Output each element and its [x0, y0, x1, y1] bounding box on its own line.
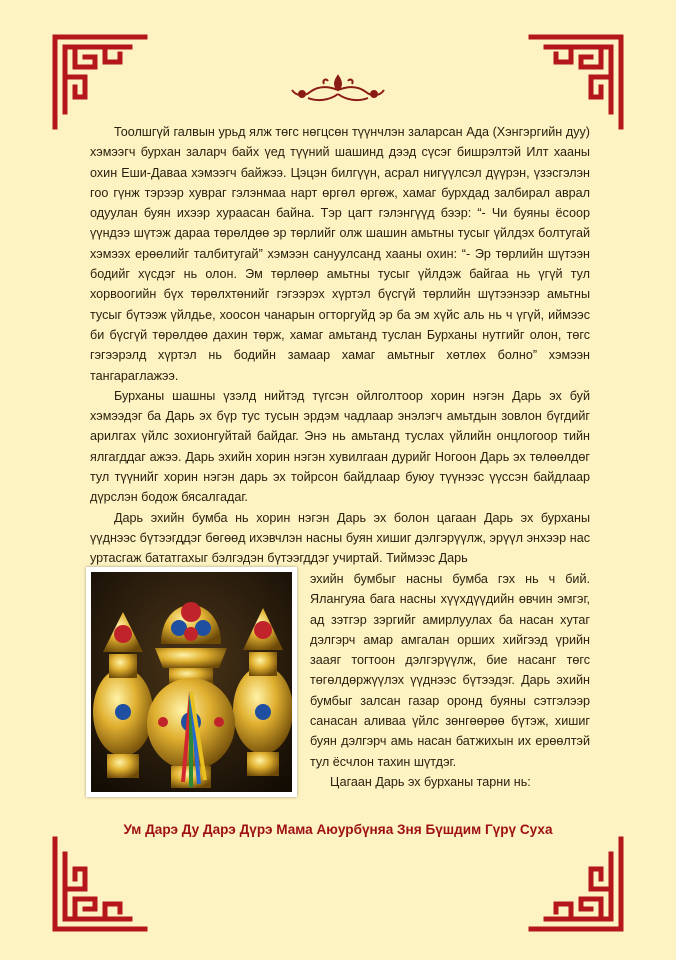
- golden-vase-icon: [91, 572, 292, 792]
- vase-photo-frame: [86, 567, 297, 797]
- corner-ornament-bottom-left: [50, 834, 150, 934]
- body-text-wrap: [310, 569, 590, 792]
- corner-ornament-top-right: [526, 32, 626, 132]
- corner-ornament-bottom-right: [526, 834, 626, 934]
- paragraph-3-intro: Дарь эхийн бумба нь хорин нэгэн Дарь эх болон цагаан Дарь эх бурханы үүднээс бүтээгддэг бөгөөд ихэвчлэн насны буян хишиг дэлгэрүүлж, эрүүл энхээр нас уртасгаж бататгахыг бэлгэдэн бүтээгддэг учиртай. Тиймээс Дарь: [90, 510, 590, 566]
- paragraph-1: Тоолшгүй галвын урьд ялж төгс нөгцсөн түүнчлэн заларсан Ада (Хэнгэргийн дуу) хэмээгч бурхан заларч байх үед түүний шашинд дээд сүсэг бишрэлтэй Илт хааны охин Еши-Даваа хэмээгч байжээ. Цэцэн билгүүн, асрал нигүүлсэл дүүрэн, үзэсгэлэн гоо гүнж тэрээр хувраг гэлэнмаа нарт өргөл өргөж, хамаг бурхдад залбирал аврал одуулан буян ихээр хураасан байна. Тэр цагт гэлэнгүүд бээр: “- Чи буяны ёсоор үүндээ шүтэж дараа төрөлдөө эр төрлийг олж шашин амьтны тусыг үйлдэх болтугай хэмээх ерөөлийг талбитугай” хэмээн сануулсанд хааны охин: “- Эр төрлийн шүтээн бодийг хүсдэг нь олон. Эм төрлөөр амьтны тусыг үйлдэж байгаа нь үгүй тул хорвоогийн бүх төрөлхтөнийг гэгээрэх хүртэл бүсгүй төрлийн шүтээнээр амьтны тусыг бүтээж үйлдье, хоосон чанарын огторгуйд эр ба эм хүйс аль нь ч үгүй, иймээс би бүсгүй төрөлдөө дахин төрж, хамаг амьтанд туслан Бурханы нутгийг олон, төгс гэгээрэлд хүртэл нь бодийн замаар хамаг амьтныг хөтлөх болно” хэмээн тангараглажээ.: [90, 125, 590, 383]
- golden-vase-photo: [91, 572, 292, 792]
- paragraph-3-wrap: эхийн бумбыг насны бумба гэх нь ч бий. Ялангуяа бага насны хүүхдүүдийн өвчин эмгэг, ад зэтгэр зэргийг амирлуулах ба насан хутаг дэлгэрч амар амгалан орших хийгээд үрийн зааяг тогтоон дэлгэрүүлж, бие насанг төгс төгөлдөржүүлэх үүднээс бүтээдэг. Дарь эхийн бумбыг залсан газар оронд буяны сэтгэлээр санасан аливаа үйлс зөнгөөрөө бүтэж, хишиг буян дэлгэрч амь насан батжихын их ерөөлтэй тул ёсчлон тахин шүтдэг.: [310, 572, 590, 769]
- flourish-ornament-icon: [288, 72, 388, 106]
- body-text-top: [90, 122, 590, 569]
- paragraph-4: Цагаан Дарь эх бурханы тарни нь:: [330, 774, 531, 789]
- mantra-text: Ум Дарэ Ду Дарэ Дүрэ Мама Аюурбүняа Зня Бүшдим Гүрү Суха: [123, 822, 553, 837]
- corner-ornament-top-left: [50, 32, 150, 132]
- paragraph-2: Бурханы шашны үзэлд нийтэд түгсэн ойлголтоор хорин нэгэн Дарь эх буй хэмээдэг ба Дарь эх бүр тус тусын эрдэм чадлаар энэлэгч амьтдын зовлон бүгдийг арилгах үйлс зохионгуйтай байдаг. Энэ нь амьтанд туслах үйлийн онцлогоор тийн ялгагддаг ажээ. Дарь эхийн хорин нэгэн хувилгаан дурийг Ногоон Дарь эх төлөөлдөг тул түүнийг хорин нэгэн дарь эх тойрсон байдлаар буюу түүнээс үүссэн байдлаар дүрслэн бодож бясалгадаг.: [90, 388, 590, 505]
